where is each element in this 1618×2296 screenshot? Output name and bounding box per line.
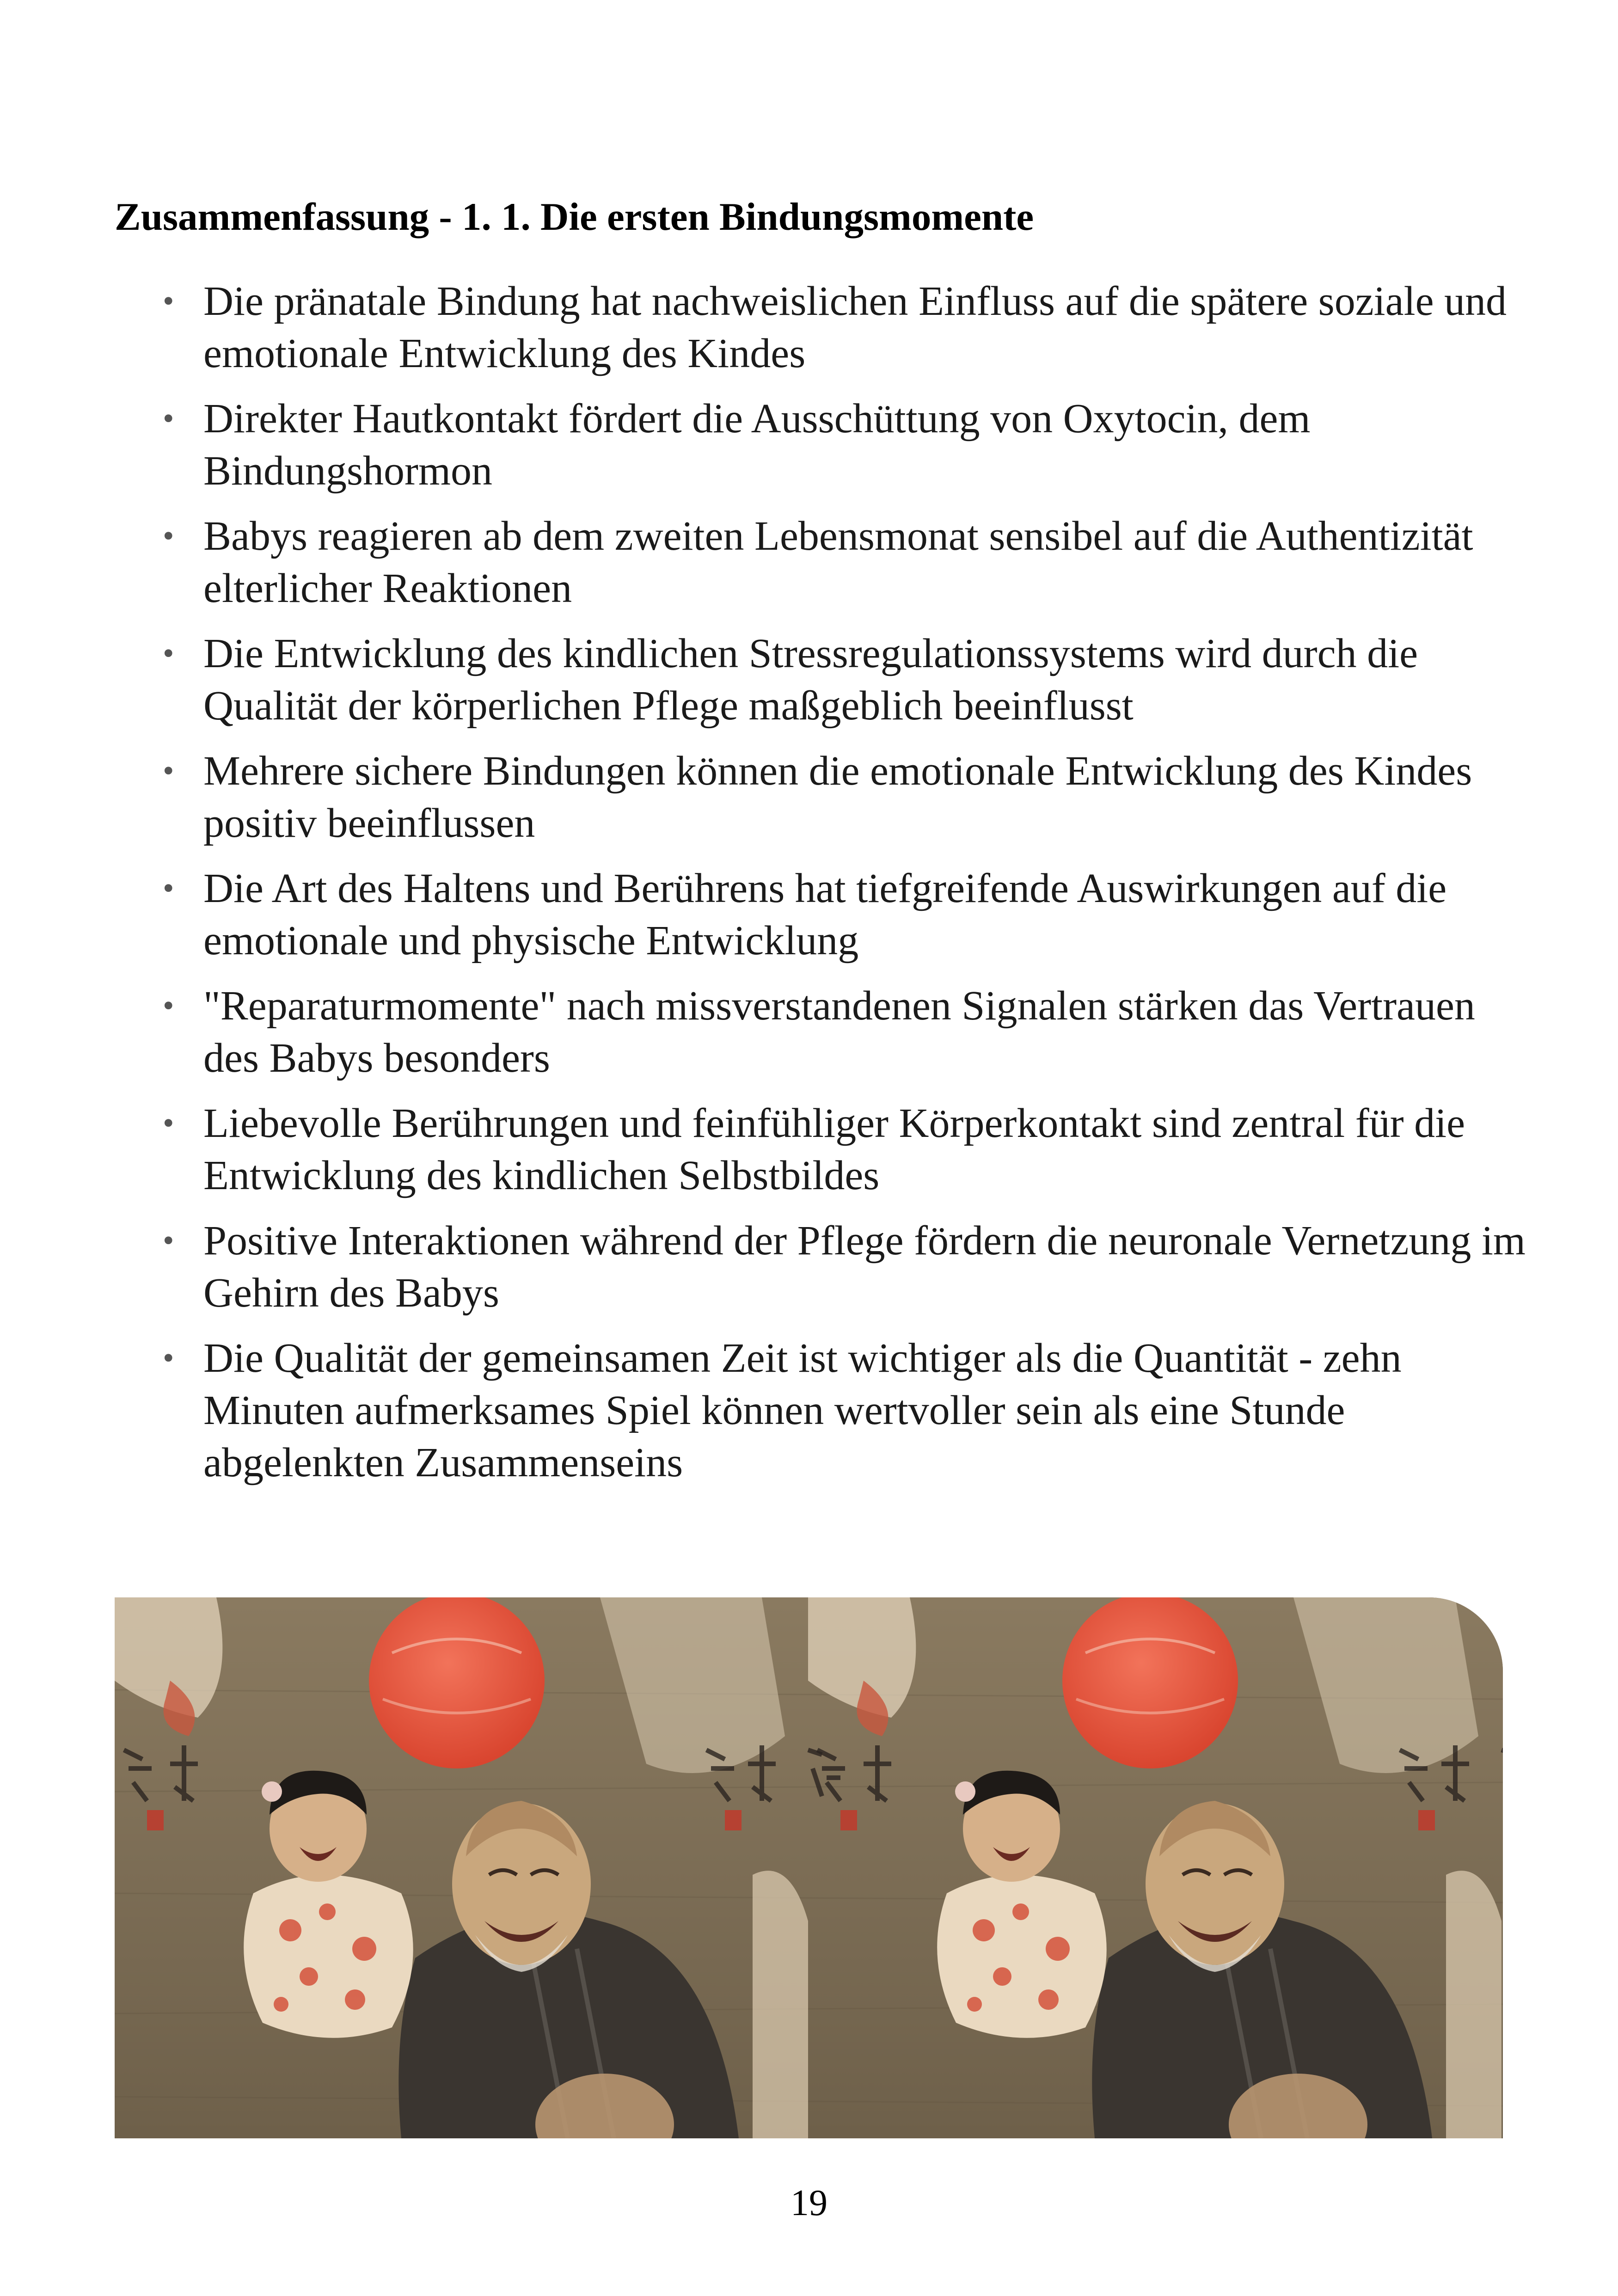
- bullet-text: Mehrere sichere Bindungen können die emotionale Entwicklung des Kindes positiv beeinflussen: [203, 748, 1472, 846]
- bullet-item: [153, 393, 1530, 497]
- bullet-text: Babys reagieren ab dem zweiten Lebensmonat sensibel auf die Authentizität elterlicher Reaktionen: [203, 513, 1473, 611]
- bullet-dot-icon: •: [163, 283, 174, 319]
- bullet-text: Die pränatale Bindung hat nachweislichen Einfluss auf die spätere soziale und emotionale Entwicklung des Kindes: [203, 278, 1507, 376]
- bullet-text: Die Qualität der gemeinsamen Zeit ist wichtiger als die Quantität - zehn Minuten aufmerksames Spiel können wertvoller sein als eine Stunde abgelenkten Zusammenseins: [203, 1335, 1402, 1486]
- bullet-item: [153, 510, 1530, 614]
- illustration-artwork: [115, 1597, 1503, 2138]
- bullet-dot-icon: •: [163, 1223, 174, 1259]
- bullet-item: [153, 1332, 1530, 1489]
- bullet-item: [153, 980, 1530, 1084]
- bullet-dot-icon: •: [163, 871, 174, 906]
- bullet-dot-icon: •: [163, 753, 174, 789]
- page-number: 19: [791, 2183, 827, 2223]
- section-heading: Zusammenfassung - 1. 1. Die ersten Bindungsmomente: [115, 195, 1034, 239]
- bullet-text: Die Entwicklung des kindlichen Stressregulationssystems wird durch die Qualität der körperlichen Pflege maßgeblich beeinflusst: [203, 631, 1418, 729]
- bullet-dot-icon: •: [163, 401, 174, 436]
- bullet-text: "Reparaturmomente" nach missverstandenen Signalen stärken das Vertrauen des Babys besonders: [203, 983, 1475, 1081]
- bullet-dot-icon: •: [163, 636, 174, 671]
- bullet-dot-icon: •: [163, 1340, 174, 1376]
- bullet-text: Positive Interaktionen während der Pflege fördern die neuronale Vernetzung im Gehirn des Babys: [203, 1218, 1526, 1316]
- illustration-laughing-child-and-grandfather: [115, 1597, 1503, 2138]
- bullet-dot-icon: •: [163, 1105, 174, 1141]
- bullet-item: [153, 862, 1530, 967]
- bullet-dot-icon: •: [163, 988, 174, 1024]
- bullet-item: [153, 1097, 1530, 1202]
- summary-bullet-list: [153, 275, 1530, 1502]
- bullet-text: Liebevolle Berührungen und feinfühliger Körperkontakt sind zentral für die Entwicklung des kindlichen Selbstbildes: [203, 1100, 1465, 1198]
- bullet-item: [153, 275, 1530, 380]
- bullet-item: [153, 627, 1530, 732]
- bullet-text: Direkter Hautkontakt fördert die Ausschüttung von Oxytocin, dem Bindungshormon: [203, 396, 1311, 494]
- bullet-item: [153, 745, 1530, 849]
- bullet-text: Die Art des Haltens und Berührens hat tiefgreifende Auswirkungen auf die emotionale und physische Entwicklung: [203, 866, 1447, 964]
- bullet-dot-icon: •: [163, 518, 174, 554]
- bullet-item: [153, 1215, 1530, 1319]
